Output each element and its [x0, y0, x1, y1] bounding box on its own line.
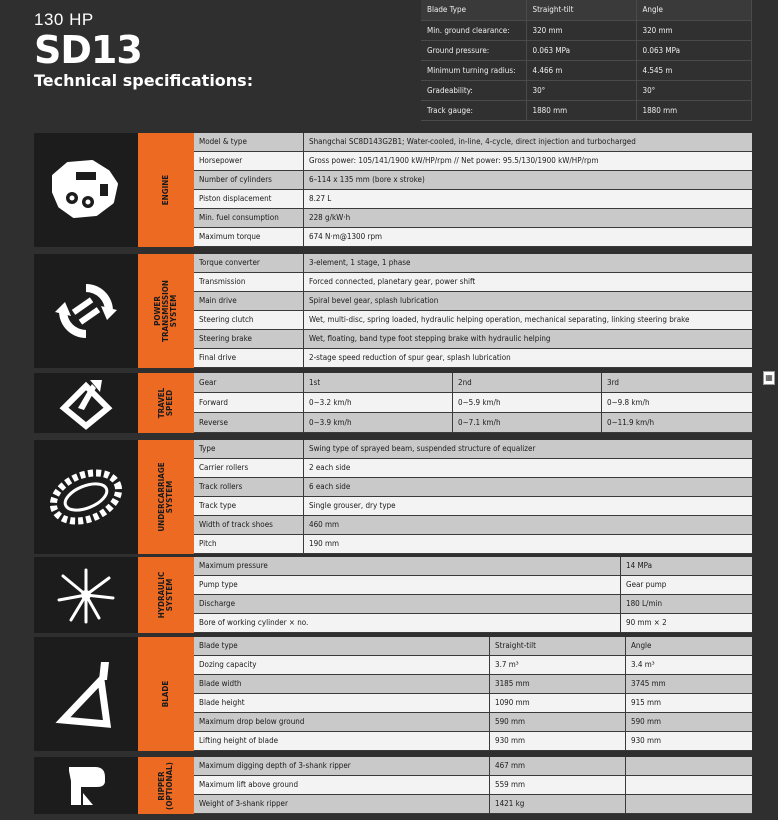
top-table-row [421, 60, 752, 80]
spec-row [194, 171, 752, 190]
track-icon [34, 440, 138, 554]
spec-value: 467 mm [490, 757, 626, 775]
spec-label: Maximum torque [194, 228, 304, 246]
top-table-cell: 320 mm [636, 20, 752, 40]
spec-label: Maximum lift above ground [194, 776, 490, 794]
travel-rows [194, 373, 752, 433]
hydraulic-icon [34, 557, 138, 633]
spec-value: 930 mm [490, 732, 626, 750]
spec-empty [626, 757, 752, 775]
spec-row [194, 478, 752, 497]
spec-row [194, 273, 752, 292]
spec-value: Wet, multi-disc, spring loaded, hydraulic helping operation, mechanical separating, linking steering brake [304, 311, 752, 329]
section-blade [34, 637, 752, 751]
spec-value: Gear pump [621, 576, 752, 594]
model-title: SD13 [34, 28, 142, 72]
spec-label: Final drive [194, 349, 304, 367]
spec-row [194, 675, 752, 694]
spec-row [194, 190, 752, 209]
spec-label: Pump type [194, 576, 621, 594]
spec-value: 90 mm × 2 [621, 614, 752, 632]
spec-label: Blade width [194, 675, 490, 693]
spec-row [194, 349, 752, 368]
transmission-icon [34, 254, 138, 368]
spec-label: Carrier rollers [194, 459, 304, 477]
spec-label: Lifting height of blade [194, 732, 490, 750]
spec-row [194, 393, 752, 413]
spec-row [194, 497, 752, 516]
spec-label: Forward [194, 393, 304, 412]
blade-rows [194, 637, 752, 751]
spec-row [194, 576, 752, 595]
spec-label: Reverse [194, 413, 304, 432]
spec-label: Steering clutch [194, 311, 304, 329]
spec-value: 180 L/min [621, 595, 752, 613]
top-table-cell: Track gauge: [421, 100, 526, 120]
top-table-cell: 0.063 MPa [526, 40, 636, 60]
spec-value: 3185 mm [490, 675, 626, 693]
spec-value: 3-element, 1 stage, 1 phase [304, 254, 752, 272]
undercarriage-rows [194, 440, 752, 554]
spec-row [194, 516, 752, 535]
spec-label: Blade type [194, 637, 490, 655]
section-hydraulic [34, 557, 752, 633]
top-table-cell: 4.545 m [636, 60, 752, 80]
spec-value: 0~11.9 km/h [602, 413, 752, 432]
spec-label: Blade height [194, 694, 490, 712]
spec-value: 674 N·m@1300 rpm [304, 228, 752, 246]
tab-power-transmission: POWER TRANSMISSION SYSTEM [138, 254, 194, 368]
spec-label: Maximum drop below ground [194, 713, 490, 731]
spec-value: Swing type of sprayed beam, suspended structure of equalizer [304, 440, 752, 458]
top-table-cell: 30° [526, 80, 636, 100]
section-power-transmission [34, 254, 752, 368]
spec-row [194, 732, 752, 751]
spec-row [194, 535, 752, 554]
spec-value: 2nd [453, 373, 602, 392]
spec-row [194, 757, 752, 776]
spec-empty [626, 776, 752, 794]
spec-label: Weight of 3-shank ripper [194, 795, 490, 813]
spec-label: Discharge [194, 595, 621, 613]
top-table-row [421, 20, 752, 40]
spec-value: 190 mm [304, 535, 752, 553]
spec-row [194, 694, 752, 713]
top-table-cell: 1880 mm [636, 100, 752, 120]
section-ripper [34, 757, 752, 814]
spec-label: Torque converter [194, 254, 304, 272]
top-table-cell: Minimum turning radius: [421, 60, 526, 80]
blade-icon [34, 637, 138, 751]
spec-value: 0~3.9 km/h [304, 413, 453, 432]
hydraulic-rows [194, 557, 752, 633]
spec-value: 6–114 x 135 mm (bore x stroke) [304, 171, 752, 189]
spec-label: Pitch [194, 535, 304, 553]
spec-value: 559 mm [490, 776, 626, 794]
spec-label: Maximum digging depth of 3-shank ripper [194, 757, 490, 775]
top-table-row [421, 100, 752, 120]
tab-engine: ENGINE [138, 133, 194, 247]
spec-value: 0~9.8 km/h [602, 393, 752, 412]
spec-label: Model & type [194, 133, 304, 151]
top-table-cell: Straight-tilt [526, 0, 636, 20]
tab-blade: BLADE [138, 637, 194, 751]
engine-icon [34, 133, 138, 247]
spec-label: Width of track shoes [194, 516, 304, 534]
spec-value: 0~5.9 km/h [453, 393, 602, 412]
spec-row [194, 373, 752, 393]
spec-value: 1st [304, 373, 453, 392]
spec-label: Type [194, 440, 304, 458]
spec-value: 0~3.2 km/h [304, 393, 453, 412]
spec-value: 3.7 m³ [490, 656, 626, 674]
top-table-cell: Ground pressure: [421, 40, 526, 60]
spec-row [194, 459, 752, 478]
spec-row [194, 311, 752, 330]
spec-value: 6 each side [304, 478, 752, 496]
top-table-cell: Min. ground clearance: [421, 20, 526, 40]
spec-value: 590 mm [490, 713, 626, 731]
spec-label: Gear [194, 373, 304, 392]
header [34, 10, 253, 90]
engine-rows [194, 133, 752, 247]
spec-value: 460 mm [304, 516, 752, 534]
top-table-row [421, 40, 752, 60]
spec-label: Min. fuel consumption [194, 209, 304, 227]
spec-label: Dozing capacity [194, 656, 490, 674]
spec-row [194, 656, 752, 675]
spec-label: Track rollers [194, 478, 304, 496]
spec-label: Track type [194, 497, 304, 515]
spec-row [194, 330, 752, 349]
top-table-cell: 320 mm [526, 20, 636, 40]
top-table-cell: 30° [636, 80, 752, 100]
spec-value: 8.27 L [304, 190, 752, 208]
spec-value: 0~7.1 km/h [453, 413, 602, 432]
spec-value: 2 each side [304, 459, 752, 477]
top-table-cell: Angle [636, 0, 752, 20]
spec-label: Piston displacement [194, 190, 304, 208]
spec-row [194, 152, 752, 171]
speed-icon [34, 373, 138, 433]
spec-label: Maximum pressure [194, 557, 621, 575]
spec-value: 14 MPa [621, 557, 752, 575]
top-spec-table [421, 0, 752, 121]
spec-value: 3745 mm [626, 675, 752, 693]
section-undercarriage [34, 440, 752, 554]
horsepower-label: 130 HP [34, 10, 94, 29]
spec-row [194, 637, 752, 656]
tab-travel-speed: TRAVEL SPEED [138, 373, 194, 433]
top-table-cell: 0.063 MPa [636, 40, 752, 60]
spec-value: 228 g/kW·h [304, 209, 752, 227]
spec-value: 1090 mm [490, 694, 626, 712]
subtitle: Technical specifications: [34, 71, 254, 90]
spec-value: 915 mm [626, 694, 752, 712]
spec-value: Straight-tilt [490, 637, 626, 655]
top-table-row [421, 0, 752, 20]
spec-label: Bore of working cylinder × no. [194, 614, 621, 632]
spec-row [194, 795, 752, 814]
spec-row [194, 614, 752, 633]
spec-row [194, 209, 752, 228]
power-rows [194, 254, 752, 368]
tab-undercarriage: UNDERCARRIAGE SYSTEM [138, 440, 194, 554]
top-table-row [421, 80, 752, 100]
spec-row [194, 713, 752, 732]
spec-row [194, 133, 752, 152]
spec-row [194, 254, 752, 273]
spec-value: Single grouser, dry type [304, 497, 752, 515]
spec-row [194, 595, 752, 614]
spec-row [194, 557, 752, 576]
spec-row [194, 440, 752, 459]
spec-row [194, 228, 752, 247]
spec-row [194, 413, 752, 433]
spec-row [194, 292, 752, 311]
spec-label: Number of cylinders [194, 171, 304, 189]
spec-value: 3rd [602, 373, 752, 392]
spec-value: Angle [626, 637, 752, 655]
spec-empty [626, 795, 752, 813]
spec-label: Main drive [194, 292, 304, 310]
spec-label: Steering brake [194, 330, 304, 348]
spec-label: Transmission [194, 273, 304, 291]
spec-value: Forced connected, planetary gear, power shift [304, 273, 752, 291]
spec-value: 590 mm [626, 713, 752, 731]
spec-value: 2-stage speed reduction of spur gear, splash lubrication [304, 349, 752, 367]
qr-icon[interactable]: ▦ [763, 371, 775, 385]
tab-hydraulic: HYDRAULIC SYSTEM [138, 557, 194, 633]
spec-label: Horsepower [194, 152, 304, 170]
top-table-cell: Gradeability: [421, 80, 526, 100]
ripper-icon [34, 757, 138, 814]
tab-ripper: RIPPER (OPTIONAL) [138, 757, 194, 814]
spec-value: 930 mm [626, 732, 752, 750]
spec-value: 3.4 m³ [626, 656, 752, 674]
spec-value: 1421 kg [490, 795, 626, 813]
spec-value: Shangchai SC8D143G2B1; Water-cooled, in-line, 4-cycle, direct injection and turbocharged [304, 133, 752, 151]
spec-value: Wet, floating, band type foot stepping brake with hydraulic helping [304, 330, 752, 348]
top-table-cell: 1880 mm [526, 100, 636, 120]
spec-row [194, 776, 752, 795]
section-travel-speed [34, 373, 752, 433]
ripper-rows [194, 757, 752, 814]
top-table-cell: 4.466 m [526, 60, 636, 80]
spec-value: Gross power: 105/141/1900 kW/HP/rpm // Net power: 95.5/130/1900 kW/HP/rpm [304, 152, 752, 170]
spec-value: Spiral bevel gear, splash lubrication [304, 292, 752, 310]
top-table-cell: Blade Type [421, 0, 526, 20]
section-engine [34, 133, 752, 247]
